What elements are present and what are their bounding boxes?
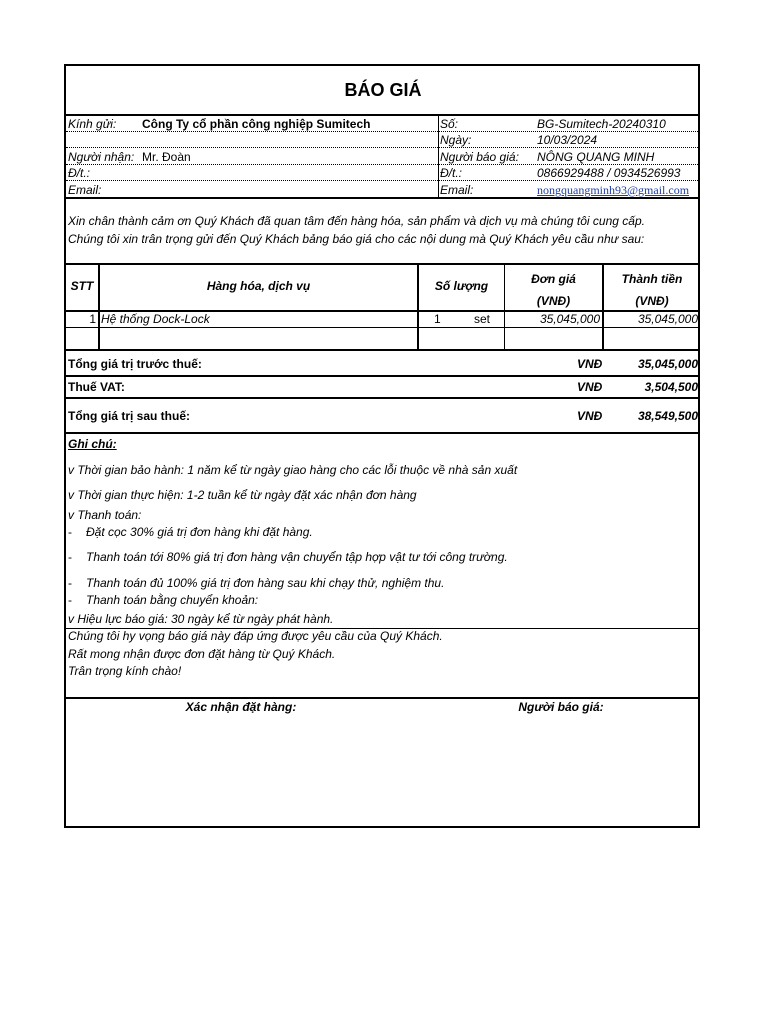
quote-number: BG-Sumitech-20240310	[537, 117, 666, 131]
subtotal-label: Tổng giá trị trước thuế:	[68, 357, 202, 371]
subtotal-value: 35,045,000	[637, 357, 698, 371]
divider	[66, 180, 698, 181]
quoter-phone: 0866929488 / 0934526993	[537, 166, 681, 180]
signature-confirm-label: Xác nhận đặt hàng:	[185, 700, 297, 714]
col-header-price-unit: (VNĐ)	[536, 294, 571, 308]
page-title: BÁO GIÁ	[344, 80, 422, 100]
signature-quoter-label: Người báo giá:	[518, 700, 604, 714]
note-execution: v Thời gian thực hiện: 1-2 tuần kể từ ngày đặt xác nhận đơn hàng	[68, 488, 417, 502]
divider	[66, 197, 698, 199]
note-warranty: v Thời gian bảo hành: 1 năm kể từ ngày giao hàng cho các lỗi thuộc về nhà sản xuất	[68, 463, 518, 477]
nguoi-nhan-label: Người nhận:	[68, 150, 135, 164]
divider	[66, 697, 698, 699]
row-item: Hệ thống Dock-Lock	[101, 312, 210, 326]
divider	[66, 375, 698, 377]
notes-title: Ghi chú:	[68, 437, 117, 451]
intro-line-2: Chúng tôi xin trân trọng gửi đến Quý Khách bảng báo giá cho các nội dung mà Quý Khách yêu cầu như sau:	[68, 232, 645, 246]
note-payment-2: Thanh toán tới 80% giá trị đơn hàng vận chuyển tập hợp vật tư tới công trường.	[86, 550, 508, 564]
vat-label: Thuế VAT:	[68, 380, 125, 394]
col-header-total: Thành tiền	[621, 272, 683, 286]
note-payment-title: v Thanh toán:	[68, 508, 142, 522]
ngay-label: Ngày:	[440, 133, 472, 147]
row-total: 35,045,000	[637, 312, 698, 326]
note-payment-1: Đặt cọc 30% giá trị đơn hàng khi đặt hàng.	[86, 525, 313, 539]
divider	[66, 147, 698, 148]
intro-line-1: Xin chân thành cảm ơn Quý Khách đã quan tâm đến hàng hóa, sản phẩm và dịch vụ mà chúng tôi cung cấp.	[68, 214, 645, 228]
vat-value: 3,504,500	[644, 380, 698, 394]
bullet-dash: -	[68, 525, 72, 539]
row-stt: 1	[89, 312, 96, 326]
divider	[66, 164, 698, 165]
col-header-total-unit: (VNĐ)	[635, 294, 669, 308]
subtotal-currency: VNĐ	[577, 357, 603, 371]
bullet-dash: -	[68, 593, 72, 607]
note-payment-3: Thanh toán đủ 100% giá trị đơn hàng sau khi chạy thử, nghiệm thu.	[86, 576, 445, 590]
email-right-label: Email:	[440, 183, 474, 197]
customer-company: Công Ty cổ phần công nghiệp Sumitech	[142, 117, 371, 131]
recipient-name: Mr. Đoàn	[142, 150, 191, 164]
total-value: 38,549,500	[637, 409, 698, 423]
col-header-stt: STT	[70, 279, 94, 293]
quoter-email-link[interactable]: nongquangminh93@gmail.com	[537, 183, 690, 197]
closing-line-3: Trân trọng kính chào!	[68, 664, 182, 678]
col-header-item: Hàng hóa, dịch vụ	[206, 279, 311, 293]
divider	[66, 131, 698, 132]
col-divider	[98, 264, 100, 350]
so-label: Số:	[440, 117, 459, 131]
divider	[66, 397, 698, 399]
vat-currency: VNĐ	[577, 380, 603, 394]
note-payment-4: Thanh toán bằng chuyển khoản:	[86, 593, 259, 607]
divider	[66, 114, 698, 116]
table-bottom-border	[66, 349, 698, 351]
row-qty: 1	[434, 312, 441, 326]
quoter-name: NÔNG QUANG MINH	[537, 150, 655, 164]
total-currency: VNĐ	[577, 409, 603, 423]
email-left-label: Email:	[68, 183, 102, 197]
kinh-gui-label: Kính gửi:	[68, 117, 117, 131]
col-header-qty: Số lượng	[434, 279, 489, 293]
note-validity: v Hiệu lực báo giá: 30 ngày kể từ ngày phát hành.	[68, 612, 334, 626]
phone-right-label: Đ/t.:	[440, 166, 463, 180]
row-unit: set	[474, 312, 491, 326]
quotation-document	[64, 64, 700, 828]
col-divider	[417, 264, 419, 350]
row-divider	[66, 327, 698, 328]
header-divider	[438, 115, 439, 197]
quote-date: 10/03/2024	[537, 133, 598, 147]
bullet-dash: -	[68, 576, 72, 590]
total-label: Tổng giá trị sau thuế:	[68, 409, 190, 423]
closing-line-1: Chúng tôi hy vọng báo giá này đáp ứng được yêu cầu của Quý Khách.	[68, 629, 443, 643]
col-header-price: Đơn giá	[531, 272, 576, 286]
nguoi-bao-gia-label: Người báo giá:	[440, 150, 519, 164]
bullet-dash: -	[68, 550, 72, 564]
divider	[66, 432, 698, 434]
closing-line-2: Rất mong nhận được đơn đặt hàng từ Quý Khách.	[68, 647, 336, 661]
phone-left-label: Đ/t.:	[68, 166, 91, 180]
row-price: 35,045,000	[539, 312, 600, 326]
